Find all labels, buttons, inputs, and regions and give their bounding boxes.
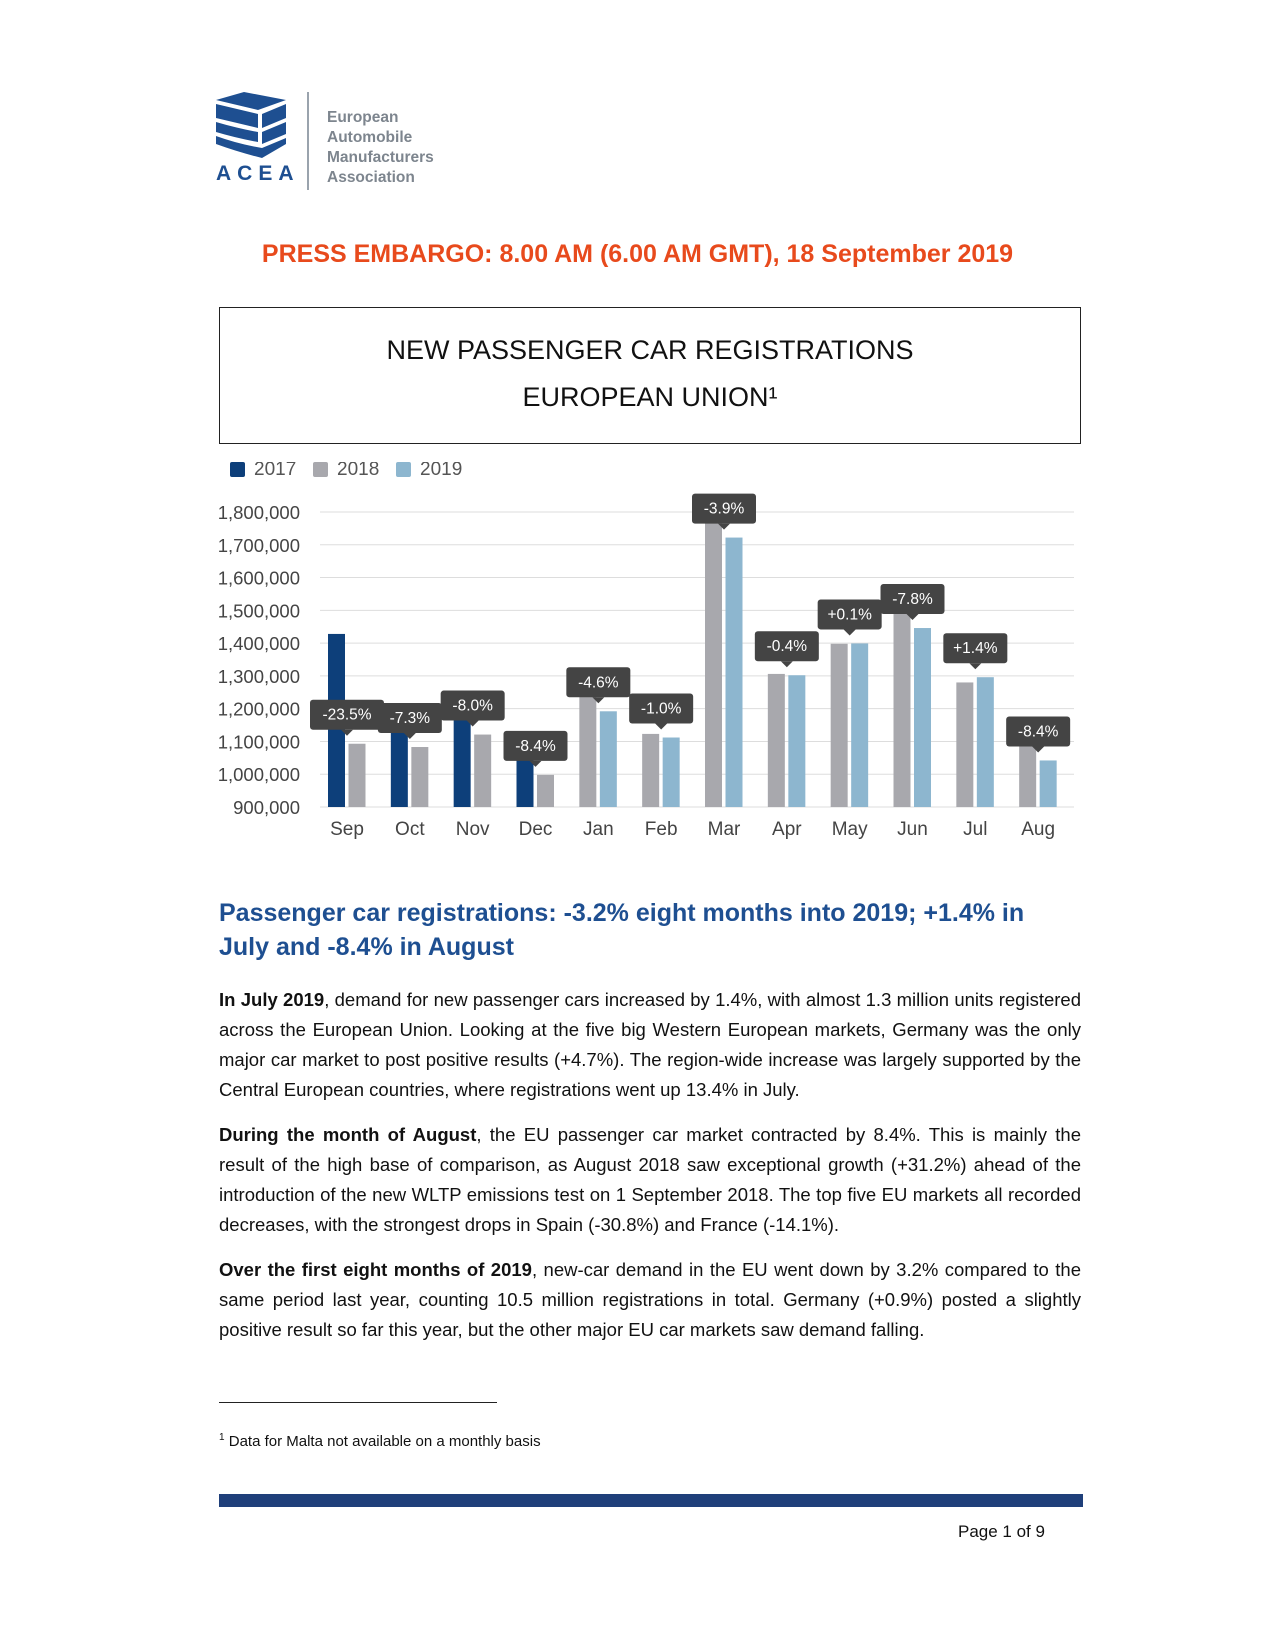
legend-label-2018: 2018 bbox=[337, 462, 380, 480]
annotation-pointer bbox=[781, 661, 793, 667]
legend-swatch-2018 bbox=[313, 462, 328, 477]
paragraph-lead: In July 2019 bbox=[219, 989, 325, 1010]
annotation-label: -0.4% bbox=[766, 638, 808, 656]
footnote-rule bbox=[219, 1402, 497, 1403]
annotation-label: -3.9% bbox=[703, 500, 745, 518]
bar-2019-may bbox=[851, 643, 868, 807]
acea-logo bbox=[216, 92, 456, 192]
paragraph-lead: During the month of August bbox=[219, 1124, 477, 1145]
x-tick-label: Dec bbox=[518, 819, 553, 840]
bar-2018-oct bbox=[411, 747, 428, 807]
footnote-text: Data for Malta not available on a monthly basis bbox=[224, 1433, 541, 1450]
x-tick-label: Nov bbox=[455, 819, 490, 840]
bar-2018-apr bbox=[768, 674, 785, 807]
x-tick-label: Oct bbox=[395, 819, 425, 840]
annotation-label: -8.4% bbox=[1017, 723, 1059, 741]
bar-2019-aug bbox=[1040, 760, 1057, 807]
paragraph-text: , new-car demand in the EU went down by 3.2% compared to the same period last year, counting 10.5 million registrations in total. Germany (+0.9%) posted a slightly positive result so far this year, but the other major EU car markets saw demand falling. bbox=[219, 1259, 1081, 1340]
press-embargo: PRESS EMBARGO: 8.00 AM (6.00 AM GMT), 18 September 2019 bbox=[261, 240, 1014, 268]
title-box bbox=[219, 307, 1081, 444]
bar-2018-jun bbox=[894, 606, 911, 807]
bar-2019-mar bbox=[726, 538, 743, 807]
bar-2019-feb bbox=[663, 738, 680, 807]
x-tick-label: Jan bbox=[583, 819, 614, 840]
legend-label-2017: 2017 bbox=[254, 462, 297, 480]
footnote-marker: 1 bbox=[219, 1432, 225, 1443]
bar-2018-sep bbox=[349, 744, 366, 807]
logo-name-line: Manufacturers bbox=[327, 149, 434, 166]
y-tick-label: 1,800,000 bbox=[217, 502, 300, 523]
annotation-label: -1.0% bbox=[640, 700, 682, 718]
headline: Passenger car registrations: -3.2% eight months into 2019; +1.4% in July and -8.4% in August bbox=[219, 899, 1025, 961]
title-line-1: NEW PASSENGER CAR REGISTRATIONS bbox=[386, 335, 914, 365]
bar-2019-jan bbox=[600, 711, 617, 807]
annotation-label: -8.0% bbox=[452, 697, 493, 715]
logo-name-line: European bbox=[327, 109, 399, 126]
y-tick-label: 1,500,000 bbox=[217, 600, 300, 622]
logo-name-line: Automobile bbox=[327, 129, 413, 146]
y-tick-label: 1,600,000 bbox=[217, 567, 300, 589]
bar-2019-apr bbox=[788, 675, 805, 807]
annotation-label: -4.6% bbox=[578, 674, 619, 692]
y-tick-label: 1,300,000 bbox=[217, 665, 300, 687]
legend-label-2019: 2019 bbox=[420, 462, 463, 480]
paragraph-july bbox=[219, 985, 1081, 1105]
x-tick-label: Mar bbox=[707, 819, 741, 840]
bar-2018-mar bbox=[705, 515, 722, 807]
x-tick-label: May bbox=[831, 819, 868, 840]
logo-name-line: Association bbox=[327, 169, 415, 186]
x-tick-label: Feb bbox=[644, 819, 678, 840]
title-line-2: EUROPEAN UNION¹ bbox=[522, 382, 778, 412]
paragraph-text: , demand for new passenger cars increased by 1.4%, with almost 1.3 million units registered across the European Union. Looking at the five big Western European markets, Germany was the only major car market to post positive results (+4.7%). The region-wide increase was largely supported by the Central European countries, where registrations went up 13.4% in July. bbox=[219, 989, 1081, 1100]
y-tick-label: 1,700,000 bbox=[217, 534, 300, 556]
bar-2018-feb bbox=[642, 734, 659, 807]
bar-2019-jul bbox=[977, 677, 994, 807]
x-tick-label: Jun bbox=[897, 819, 928, 840]
y-tick-label: 1,400,000 bbox=[217, 633, 300, 655]
bar-2018-nov bbox=[474, 735, 491, 807]
bar-2018-jul bbox=[956, 682, 973, 807]
paragraph-lead: Over the first eight months of 2019 bbox=[219, 1259, 532, 1280]
annotation-pointer bbox=[844, 629, 856, 635]
legend-swatch-2017 bbox=[230, 462, 245, 477]
y-tick-label: 900,000 bbox=[233, 797, 300, 818]
annotation-label: +0.1% bbox=[827, 606, 872, 624]
annotation-pointer bbox=[969, 663, 981, 669]
bar-2019-jun bbox=[914, 628, 931, 807]
bar-2018-jan bbox=[579, 690, 596, 807]
chart-svg bbox=[212, 462, 1082, 882]
legend-swatch-2019 bbox=[396, 462, 411, 477]
annotation-label: +1.4% bbox=[953, 640, 998, 658]
y-tick-label: 1,200,000 bbox=[217, 698, 300, 720]
annotation-label: -7.8% bbox=[892, 591, 933, 609]
acea-cube-icon bbox=[216, 92, 286, 160]
annotation-label: -8.4% bbox=[515, 737, 556, 755]
page-number: Page 1 of 9 bbox=[958, 1522, 1045, 1541]
annotation-pointer bbox=[655, 724, 667, 730]
logo-acronym: ACEA bbox=[216, 162, 300, 185]
annotation-label: -23.5% bbox=[322, 706, 372, 724]
paragraph-august bbox=[219, 1120, 1081, 1240]
y-tick-label: 1,000,000 bbox=[217, 764, 300, 786]
y-tick-label: 1,100,000 bbox=[217, 731, 300, 753]
registrations-chart bbox=[212, 462, 1082, 882]
bar-2018-dec bbox=[537, 775, 554, 807]
x-tick-label: Apr bbox=[772, 819, 802, 840]
x-tick-label: Sep bbox=[330, 819, 364, 840]
logo-name bbox=[327, 108, 434, 188]
paragraph-eight-months bbox=[219, 1255, 1081, 1345]
x-tick-label: Jul bbox=[963, 819, 988, 840]
paragraph-text: , the EU passenger car market contracted by 8.4%. This is mainly the result of the high base of comparison, as August 2018 saw exceptional growth (+31.2%) ahead of the introduction of the new WLTP emissions test on 1 September 2018. The top five EU markets all recorded decreases, with the strongest drops in Spain (-30.8%) and France (-14.1%). bbox=[219, 1124, 1081, 1235]
footnote bbox=[219, 1432, 541, 1450]
footer-bar bbox=[219, 1494, 1083, 1507]
bar-2018-may bbox=[831, 644, 848, 807]
logo-separator bbox=[307, 92, 309, 190]
annotation-label: -7.3% bbox=[389, 710, 431, 728]
x-tick-label: Aug bbox=[1021, 819, 1056, 840]
